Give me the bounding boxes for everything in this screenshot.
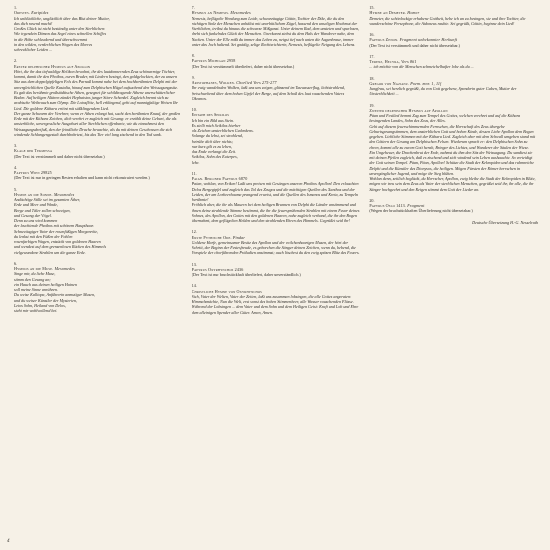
section-author: Fragment unbekannter Herkunft [399, 37, 458, 43]
section-body: Sich, Vater der Welten, Vater der Zeiten, laßt uns zusammen lobsingen, die alle Gottes angeraten: Himmelsmächte, Nun die Welt, erst sonst des hohen Stimmenheer, alle Wasser rauschenden Flüsse. Während der Lobsingen ... dem Vater und dem Sohn und dem Heiligen Geist: Kraft und Lob und Ehre dem alleinigen Spender aller Güter. Amen, Amen. [191, 293, 359, 315]
section-number: 5. [14, 186, 18, 192]
section-author: Fragment [407, 203, 425, 208]
section-author: Mesomedes [53, 191, 75, 197]
section-author: Pindar [232, 234, 246, 240]
section-body: Paian, wohlan, von Eriken! Laßt uns preisen mit Gesängen unseren Phoibos Apollon! Den erlauchten Delos Bergegipfel und zugleich das Tal des Zeugos und die mächtigen Quellen des Xanthos und der Leiden, der am Lorbeerbaume prangend erweist, und die Quellen des Ismenos und Kreta, zu Tempeln berühmte! Fröhlich aber, die ihr als Mauern bei dem heiligen Brunnen von Delphi die Länder anstimmend und ihnen deine strahlende Stimme bestimmt, die ihr die feuersprühenden Strahlen mit einem Feuer deines Sohnes, des Apollon, des Gottes mit den goldenen Haaren, nahe zugleich verband, die ihr den Bogen übernahmt, dem geflügelten Helden und den strahlenden Ehren des Himmels. Gegrüßet seid ihr! [191, 181, 360, 223]
translation-credit: Deutsche Übersetzung H.-G. Nesselrath [472, 219, 539, 225]
section-body: Ich unblückliche, unglücklich über das Blut deiner Mutter, das dich rasend macht! Großes Glück ist nicht beständig unter den Sterblichen: Wie irgendein Dämon das Segel eines schnellen Schiffes in die Höhe schleudernd und überschwemmt in den wilden, verderblichen Wogen des Meeres schrecklicher Leiden ... [14, 15, 110, 52]
text-section [192, 262, 361, 278]
section-body: Hört, die ihr das tiefwaldige Helikon bewohnt, ihr des lautdonnernden Zeus schönarmige Töchter, kommt, damit ihr den Phoibos, euren Bruder, mit Liedern besingt, den goldgelockten, der zu unsern Sitz aus dem doppelgipfeligen Fels des Parnaß kommt nahe bei dem hochberühmten Delphi mit der unvergleichlichen Quelle Kastalia, hinauf zum Delphischen Hügel aufsuchend den Weissagungssitz. Es gab das berühmte großstädtische Athen, gesegnet für schildtragende Athene unerschütterlicher Boden. Auf heiligen Altären zündet Hephaistos junger Stiere Schenkel. Zugleich brennt sich zu arabische Weihrauch zum Olymp. Die Lotosflöte, hell erklingend, geht auf mannigfaltige Weisen Ihr Lied. Die goldene Kithara ertönt mit süßklingendem Lied. Der ganze Schwarm der Verehrer, wenn er Athen erlangt hat, sucht den berühmten Knauf, der großen Erde mit der Kithara Zeichen, dich verehrt er zugleich mit Gesang: er erzählt deine Geburt, die als unsterbliche, unvergessliche Ausgeburt aller Sterblichen offenbarte, wie du einnahmest den Weissagungsdreifuß, den der feindliche Drache bewachte, als du mit deinen Geschossen die sich windende Schlangengestalt durchbohrtest, bis das Tier viel lang zischend in den Tod sank. [14, 68, 181, 137]
section-title-text: Hymne an Demeter. [369, 10, 407, 16]
text-section [192, 107, 361, 165]
text-section [14, 261, 183, 314]
section-number: 10. [191, 107, 197, 112]
section-title-text: Papyrus Michigan 2958 [191, 58, 236, 64]
section-title-text: Erster delphischer Hymnus auf Apollon [14, 63, 91, 69]
section-note: (Wegen der bruchstückhaften Überlieferung nicht übersetzbar.) [369, 208, 473, 214]
section-body: Ich bin ein Bild aus Stein. Es stellt mich Seikilos hierher als Zeichen unsterblichen Gedenkens. Solange du lebst, sei strahlend, betrübe dich über nichts; nur kurz gilt es zu leben, das Ende verlangt die Zeit. Seikilos, Sohn des Euterpes, lebe. [191, 117, 254, 165]
section-number: 20. [369, 197, 375, 203]
section-body: Singe mir, du liebe Muse, stimm den Gesang an; ein Hauch aus deinen heiligen Hainen soll meine Sinne anrühren. Du weise Kalliopa, Anführerin anmutiger Musen, und du weiser Künstler der Mysterien, Letos Sohn, Heiland von Delos, steht mir wohlwollend bei. [14, 271, 96, 313]
text-section [192, 171, 361, 224]
section-author: Mesomedes [230, 10, 251, 16]
text-section [369, 76, 538, 97]
section-body: Päan und Festlied hemmt Zug zum Tempel des Gottes, welchen verehret und auf die Kithara besingenden Landes, Sohn des Zeus, der Alles. Gebt auf diesem feuerschimmernden Fernsehen, die Herrschaft des Zeus übergebe Geburtsgesangstimmen, dem unsterblichen Gott und hohen Kinde, dessen Liebe Apollon dem Bogen gegeben. Liebliche Stimmen mit der Kithara Lied. Zugleich aber mit dem Schwall umgeben stand mit den Göttern der Gesang am Delphischen Felsen. Wiederum sprach er: den Delphischen Sohn zu ehren, kommt alle zu eurem Gott herab, Bringer des Lichtes, und Wanderer der Säulen der Wiese. Ein Ungeheuer, die Drachenbrut der Erde, nahmst du ihm den Sitz der Weissagung. Du sandtest sie mit deinen Pfeilen zugleich, daß es zischend und sich windend sein Leben aushauchte. So verteidigt der Gott seinen Tempel. Päan, Päan, Apollon! Schütze die Stadt der Kekropiden und das ruhmreiche Delphi und die Künstler des Dionysos, die heiligen. Mögen Fürsten der Römer herrschen in unvergänglicher Jugend, und möge ihr Sieg blühen. Wohlan denn, zeitlich beglückt, du Herrscher, Apollon, ewig bleibe die Stadt der Kekropiden in Blüte, mögen wir treu sein dem Zeus als Vater der sterblichen Menschen, gegrüßet seid ihr, ihr alle, die ihr Sänger hochgeehrt und den Reigen stimmt dem Gott der Lieder an. [369, 113, 536, 192]
section-author: Vers 861 [401, 59, 417, 64]
column-middle [192, 3, 361, 548]
section-title-text: Papyrus Zenon. [369, 37, 399, 43]
section-title-text: Papyrus Wien 29825 [14, 170, 52, 175]
section-note: (Der Text ist verstümmelt und daher nicht übersetzbar.) [14, 153, 105, 159]
section-number: 13. [191, 261, 197, 267]
section-number: 4. [14, 164, 18, 170]
text-section [369, 5, 538, 26]
text-section [14, 5, 183, 52]
section-number: 18. [369, 75, 375, 81]
section-number: 1. [14, 5, 18, 10]
text-section [192, 53, 361, 69]
section-author: Chorlied Vers 275-277 [236, 80, 277, 85]
section-number: 7. [191, 5, 195, 10]
section-author: Euripides [31, 10, 49, 16]
section-body: Andächtige Stille sei im gesamten Äther, Erde und Meer und Winde, Berge und Täler sollen schweigen, und Gesang der Vögel. Denn zu uns wird kommen der leuchtende Phoibos mit schönem Haupthaar. Schneeäugiger Vater der rosenfüßigen Morgenröte, du lenkst mit den Füßen der Fohlen rosenfarbigen Wagen, entzückt von goldenen Haaren und wendest auf dem grenzenlosen Rücken des Himmels vielgewundene Strahlen um die ganze Erde. [14, 197, 107, 255]
section-author: Mesomedes [54, 266, 76, 271]
section-title-text: Hymnos an die Muse. [14, 266, 54, 271]
section-title-text: Papyrus Oslo 1413. [369, 203, 407, 208]
column-right [369, 3, 538, 548]
section-note: (Der Text ist verstümmelt und daher nicht übersetzbar.) [369, 42, 460, 48]
section-title-text: Paian. Berliner Papyrus 6870 [191, 176, 248, 181]
text-section [192, 229, 361, 255]
section-title-text: Terenz, Hecyra, [369, 59, 400, 64]
section-title-text: Christliche Hymne von Oxyrhynchos [191, 288, 263, 294]
text-section [192, 283, 361, 315]
text-section [369, 198, 538, 214]
section-body: Ihr ewig wandelnden Wolken, laßt uns uns zeigen, glänzend im Tauwasserflug, lichtstrahlend, freischwebend über dem hohen Gipfel der Berge, auf dem Schoß des laut rauschenden Vaters Okeanos. [191, 85, 345, 101]
section-body: Nemesis, beflügelte Wendung zum Leide, schwarzäugige Göttin, Tochter der Dike, die du den nichtigen Stolz der Menschen anhältst mit unerbittlichem Zügel, hassend den unseligen Hochmut der Sterblichen, treibst du hinaus die schwarze Mißgunst. Unter deinem Rad, dem unsteten und spurlosen, dreht sich funkelndes Glück der Menschen. Unerkannt stehst du dem Hals der Wanderer nahe, dem Nacken. Unter der Elle mißt du immer das Leben zu, neigst tief nach unten die Augenbraue, immer unter das Joch haltend. Sei gnädig, selige Rechtsrichterin, Nemesis, beflügelte Neigung des Lebens. [191, 15, 360, 47]
section-number: 11. [191, 170, 197, 176]
column-left [14, 3, 183, 548]
section-body: ... ich möchte von dir Menschen schmeichelhafter lobe als du ... [369, 64, 474, 70]
text-section [369, 32, 538, 48]
section-title-text: Zweiter delphischer Hymnus auf Apollon [369, 107, 448, 113]
page-number: 4 [7, 539, 10, 544]
section-body: Jungfrau, sei herzlich gegrüßt, du von Gott gegebene, Spenderin guter Gaben, Mutter der Unsterblichkeit ... [369, 86, 517, 97]
section-number: 8. [191, 53, 195, 58]
text-section [14, 187, 183, 255]
section-title-text: Papyrus Oxyrhynchos 2436 [191, 266, 244, 272]
text-section [192, 75, 361, 101]
section-author: Homer [407, 10, 420, 16]
section-number: 12. [191, 229, 197, 235]
section-body: Goldene Harfe, gemeinsamer Besitz des Apollon und der veilchenhaarigen Musen, der hört der Schritt, der Beginn der Festesfreude, es gehorchen die Sänger deinen Zeichen, wenn du, bebend, die Vorspiele der chorführenden Präludien anstimmst; auch löschest du den ewig spitzen Blitz des Feuers. [191, 239, 360, 256]
section-title-text: Orestes. [14, 10, 31, 16]
text-section [14, 165, 183, 181]
text-section [14, 58, 183, 137]
section-title-text: Gregor von Nazianz. [369, 80, 410, 86]
section-body: Demeter, die schönlockige erhabene Gottheit, hebe ich an zu besingen, sie und ihre Tochter, die wunderschöne Persephone, die Aidoneus raubte. Sei gegrüßt, Göttin, beginne dein Lied! [369, 15, 526, 26]
section-title-text: Epitaph des Seikilos [191, 112, 230, 118]
text-section [14, 143, 183, 159]
section-number: 15. [369, 5, 375, 10]
section-number: 19. [369, 102, 375, 108]
section-title-text: Klage der Tekmessa [14, 148, 53, 154]
text-section [369, 54, 538, 70]
text-section [192, 5, 361, 47]
section-number: 2. [14, 58, 18, 64]
section-title-text: Hymne an die Sonne. [14, 191, 53, 197]
text-section [369, 103, 538, 192]
section-title-text: Aristophanes, Wolken. [191, 80, 236, 85]
section-number: 17. [369, 53, 375, 59]
section-number: 3. [14, 143, 18, 148]
section-number: 14. [191, 283, 197, 289]
section-author: Poem. mor. 1, 11f [410, 80, 442, 86]
section-note: (Der Text ist verstümmelt überliefert, daher nicht übersetzbar.) [191, 63, 295, 69]
section-title-text: Hymnus an Nemesis. [191, 10, 230, 16]
section-note: (Der Text ist nur bruchstückhaft überliefert, daher unverständlich.) [191, 272, 301, 277]
section-number: 6. [14, 260, 18, 266]
section-note: (Der Text ist nur in geringen Resten erhalten und kann nicht rekonstruiert werden.) [14, 175, 150, 181]
section-number: 16. [369, 32, 375, 37]
section-title-text: Erste Pythische Ode. [191, 234, 232, 240]
section-number: 9. [191, 74, 195, 80]
